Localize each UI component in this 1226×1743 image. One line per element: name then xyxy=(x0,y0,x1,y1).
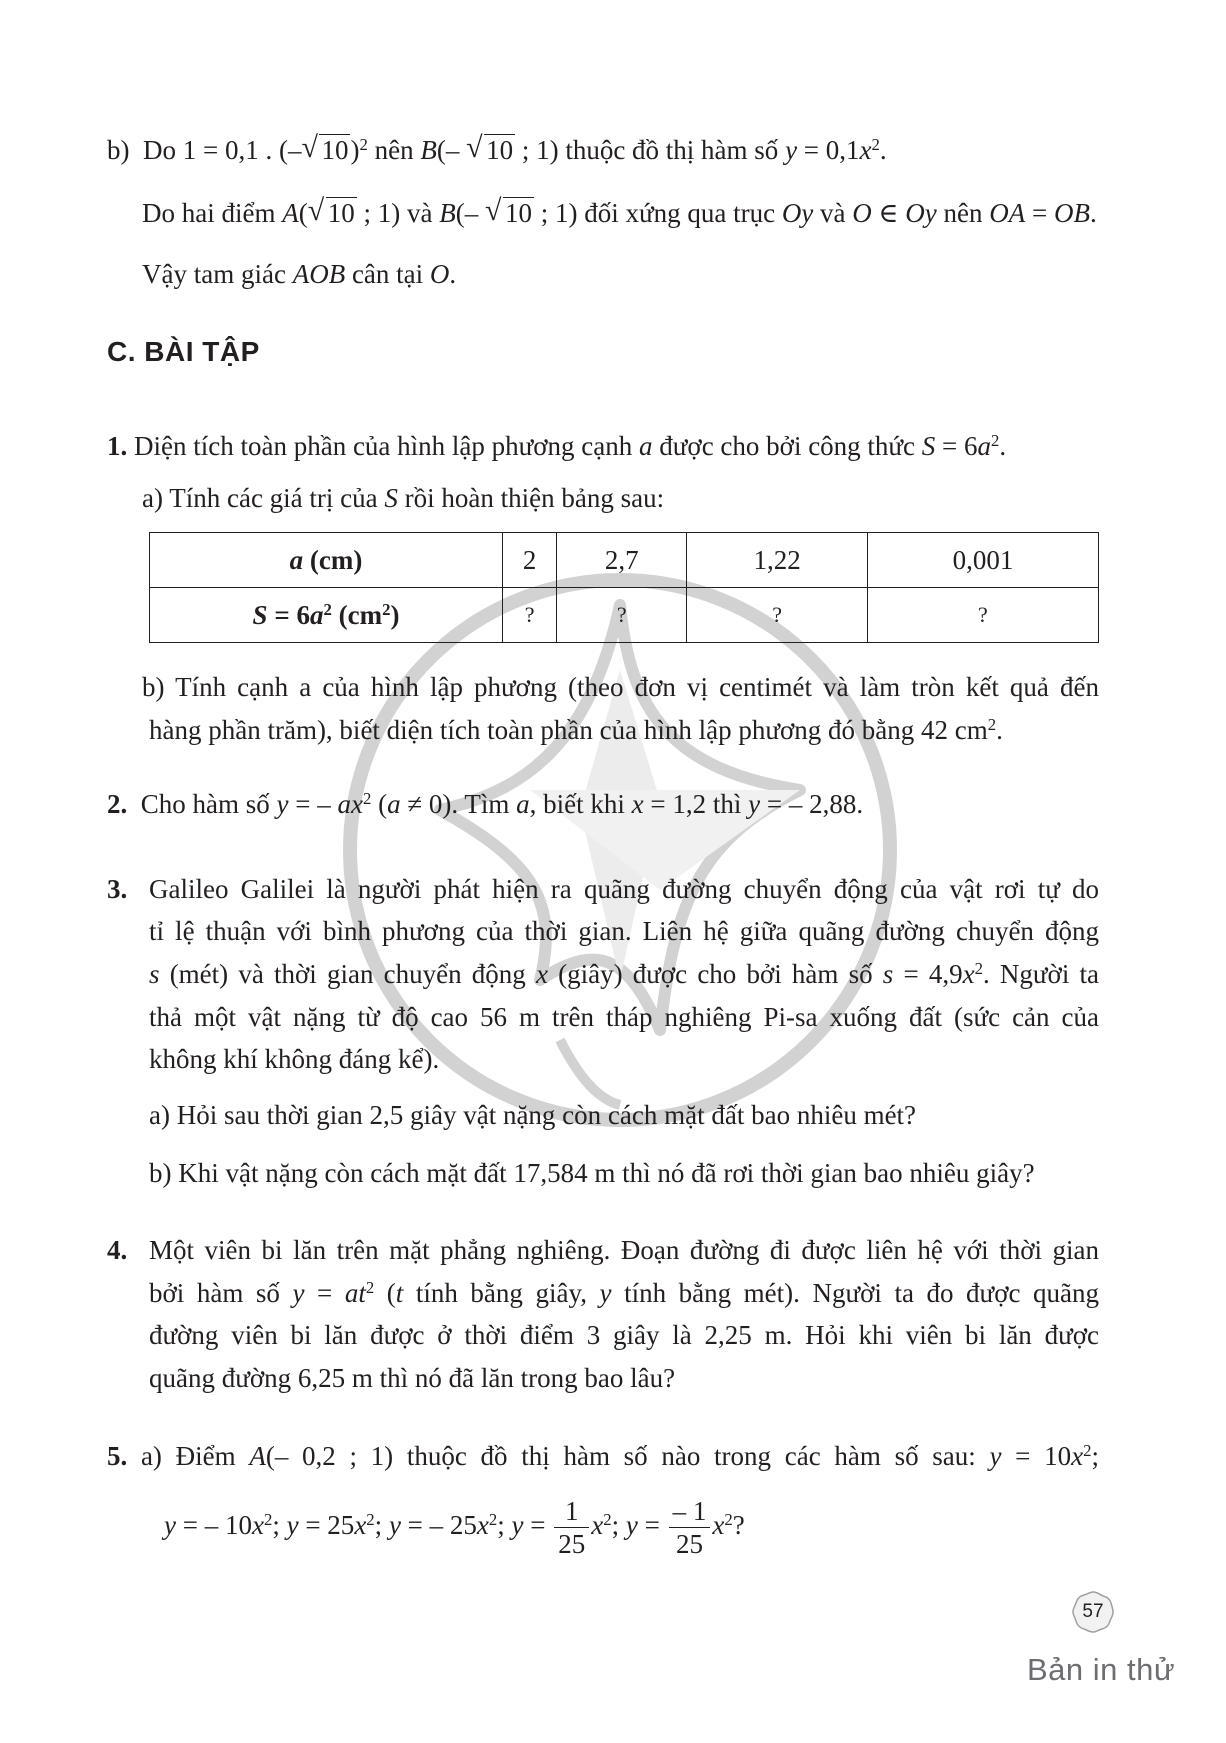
exercise-3-line3: s (mét) và thời gian chuyển động x (giây) được cho bởi hàm số $s = 4,9x^2$. Người ta xyxy=(149,958,1099,989)
fraction-1-25: $\frac{1}{25}$ xyxy=(554,1495,589,1560)
exercise-1-part-b-line2: hàng phần trăm), biết diện tích toàn phần của hình lập phương đó bằng 42 $cm^2$. xyxy=(149,714,1003,745)
table-row xyxy=(150,588,1099,643)
exercise-3-number: 3. xyxy=(107,874,128,904)
exercise-2-statement: 2. Cho hàm số y = – $ax^2$ (a ≠ 0). Tìm a, biết khi x = 1,2 thì y = – 2,88. xyxy=(107,788,864,819)
exercise-3-line4: thả một vật nặng từ độ cao 56 m trên tháp nghiêng Pi-sa xuống đất (sức cản của xyxy=(149,1002,1099,1032)
table-cell-unknown: ? xyxy=(867,588,1098,643)
exercise-4-line1: Một viên bi lăn trên mặt phẳng nghiêng. Đoạn đường đi được liên hệ với thời gian xyxy=(149,1235,1099,1265)
table-cell-unknown: ? xyxy=(557,588,687,643)
table-header-a: a (cm) xyxy=(150,533,503,588)
page-number: 57 xyxy=(1082,1601,1104,1622)
table-row xyxy=(150,533,1099,588)
exercise-3-part-a: a) Hỏi sau thời gian 2,5 giây vật nặng còn cách mặt đất bao nhiêu mét? xyxy=(149,1100,917,1130)
values-table xyxy=(149,532,1099,643)
table-cell-unknown: ? xyxy=(503,588,557,643)
exercise-4-line4: quãng đường 6,25 m thì nó đã lăn trong bao lâu? xyxy=(149,1363,676,1393)
exercise-5-line1: 5. a) Điểm A(– 0,2 ; 1) thuộc đồ thị hàm số nào trong các hàm số sau: $y = 10x^2$; xyxy=(107,1440,1099,1471)
table-cell: 2,7 xyxy=(557,533,687,588)
exercise-1-part-b-line1: b) Tính cạnh a của hình lập phương (theo đơn vị centimét và làm tròn kết quả đến xyxy=(142,672,1099,702)
exercise-4-number: 4. xyxy=(107,1235,128,1265)
page-number-badge xyxy=(1071,1590,1115,1634)
exercise-5-line2: y = – $10x^2$; $y = 25x^2$; y = – $25x^2$; y = $\frac{1}{25}$ $x^2$; y = $\frac{- 1}{25}$ $x^2$? xyxy=(164,1496,745,1560)
table-header-s: $S = 6a^2$ $(cm^2)$ xyxy=(150,588,503,643)
exercise-4-line3: đường viên bi lăn được ở thời điểm 3 giây là 2,25 m. Hỏi khi viên bi lăn được xyxy=(149,1320,1099,1350)
draft-print-label: Bản in thử xyxy=(1027,1652,1176,1687)
exercise-3-line1: Galileo Galilei là người phát hiện ra quãng đường chuyển động của vật rơi tự do xyxy=(149,874,1099,904)
exercise-3-line2: tỉ lệ thuận với bình phương của thời gian. Liên hệ giữa quãng đường chuyển động xyxy=(149,916,1099,946)
table-cell: 1,22 xyxy=(687,533,868,588)
exercise-1-part-a: a) Tính các giá trị của S rồi hoàn thiện bảng sau: xyxy=(142,483,665,513)
table-cell: 2 xyxy=(503,533,557,588)
table-cell: 0,001 xyxy=(867,533,1098,588)
solution-b-line2: Do hai điểm A( √ 10 ; 1) và B(– √ 10 ; 1) đối xứng qua trục Oy và O ∈ Oy nên OA = OB. xyxy=(142,194,1097,228)
exercise-1-statement: 1. Diện tích toàn phần của hình lập phương cạnh a được cho bởi công thức $S = 6a^2$. xyxy=(107,430,1007,461)
sqrt-10: √ 10 xyxy=(301,131,349,165)
exercise-3-line5: không khí không đáng kể). xyxy=(149,1044,440,1074)
solution-b-line3: Vậy tam giác AOB cân tại O. xyxy=(142,259,457,289)
fraction-neg1-25: $\frac{- 1}{25}$ xyxy=(669,1495,711,1560)
section-heading: C. BÀI TẬP xyxy=(107,336,260,367)
exercise-4-line2: bởi hàm số $y = at^2$ (t tính bằng giây, y tính bằng mét). Người ta đo được quãng xyxy=(149,1277,1099,1308)
table-cell-unknown: ? xyxy=(687,588,868,643)
exercise-3-part-b: b) Khi vật nặng còn cách mặt đất 17,584 m thì nó đã rơi thời gian bao nhiêu giây? xyxy=(149,1158,1035,1188)
solution-b-line1: b) Do 1 = 0,1 . (– √ 10)$^2$ nên B(– √ 10 ; 1) thuộc đồ thị hàm số $y = 0,1x^2$. xyxy=(107,132,887,168)
